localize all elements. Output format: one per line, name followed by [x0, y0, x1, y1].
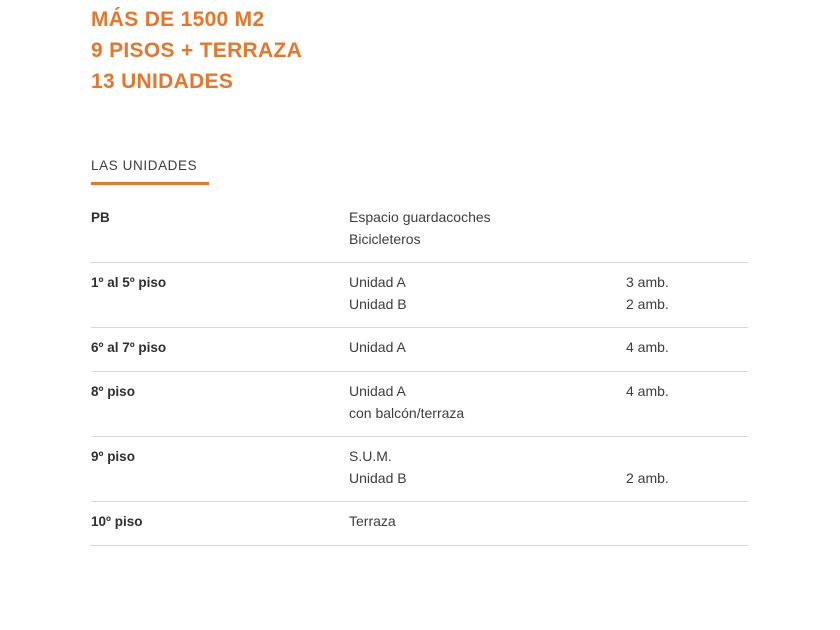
unit-rooms [626, 445, 748, 489]
unit-rooms-line [626, 402, 748, 424]
unit-description-line: Unidad B [349, 470, 407, 486]
floor-label: 1º al 5º piso [91, 275, 167, 290]
unit-description [349, 206, 626, 250]
unit-description-line: Bicicleteros [349, 231, 421, 247]
unit-rooms-line: 2 amb. [626, 296, 669, 312]
floor-label: 9º piso [91, 449, 135, 464]
section-title: LAS UNIDADES [91, 158, 198, 173]
unit-rooms [626, 510, 748, 532]
headline-line-1: MÁS DE 1500 M2 [91, 8, 265, 31]
unit-rooms-line: 2 amb. [626, 470, 669, 486]
unit-description-line: Espacio guardacoches [349, 209, 491, 225]
unit-rooms-line [626, 445, 748, 467]
section-header [91, 158, 209, 185]
unit-rooms-line: 4 amb. [626, 339, 669, 355]
table-row [91, 199, 748, 263]
unit-rooms-line: 3 amb. [626, 274, 669, 290]
headline-block [91, 4, 302, 97]
unit-rooms [626, 380, 748, 424]
unit-rooms-line [626, 510, 748, 532]
unit-description [349, 445, 626, 489]
unit-description [349, 336, 626, 358]
table-row [91, 502, 748, 546]
unit-rooms-line [626, 206, 748, 228]
section-underline [91, 182, 209, 185]
unit-rooms [626, 206, 748, 250]
table-row [91, 372, 748, 437]
floor-label: 6º al 7º piso [91, 340, 167, 355]
unit-description-line: con balcón/terraza [349, 405, 465, 421]
table-row [91, 328, 748, 372]
table-row [91, 437, 748, 502]
unit-rooms [626, 336, 748, 358]
table-row [91, 263, 748, 328]
floor-label: PB [91, 210, 110, 225]
unit-description-line: Terraza [349, 513, 396, 529]
unit-rooms-line [626, 228, 748, 250]
headline-line-2: 9 PISOS + TERRAZA [91, 39, 303, 62]
unit-description-line: Unidad A [349, 274, 406, 290]
floor-label: 10º piso [91, 514, 143, 529]
unit-description-line: S.U.M. [349, 448, 392, 464]
unit-description-line: Unidad A [349, 339, 406, 355]
unit-description [349, 510, 626, 532]
unit-description [349, 380, 626, 424]
units-table [91, 199, 748, 546]
floor-label: 8º piso [91, 384, 135, 399]
unit-rooms-line: 4 amb. [626, 383, 669, 399]
unit-description [349, 271, 626, 315]
unit-rooms [626, 271, 748, 315]
headline-line-3: 13 UNIDADES [91, 70, 234, 93]
unit-description-line: Unidad B [349, 296, 407, 312]
unit-description-line: Unidad A [349, 383, 406, 399]
